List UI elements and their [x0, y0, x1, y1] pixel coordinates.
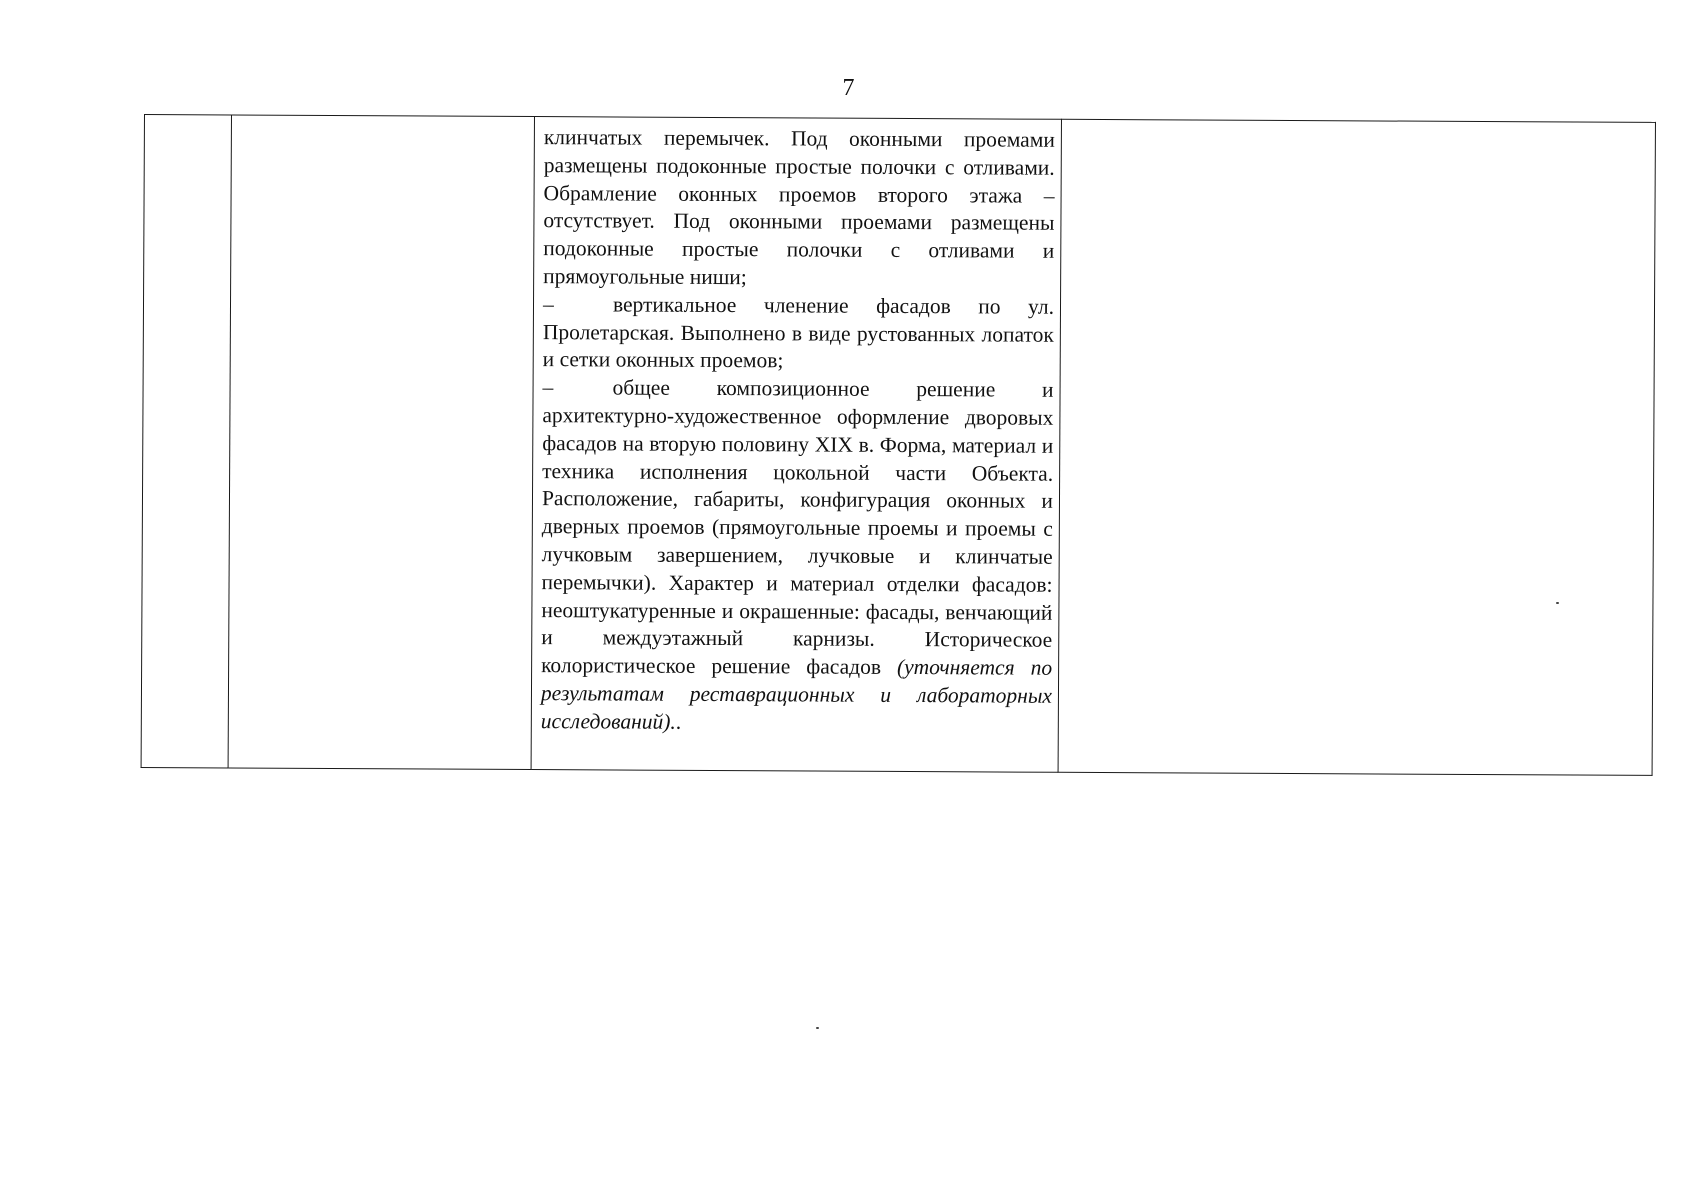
subject-paragraph-windows: клинчатых перемычек. Под оконными проемами размещены подоконные простые полочки с отливами. Обрамление оконных проемов второго этажа – отсутствует. Под оконными проемами размещены подоконные простые полочки с отливами и прямоугольные ниши; [543, 125, 1055, 290]
table-cell-name [228, 115, 534, 770]
scan-speck [816, 1027, 819, 1029]
subject-item-courtyard-facades-text: общее композиционное решение и архитектурно-художественное оформление дворовых фасадов на вторую половину XIX в. Форма, материал и техника исполнения цокольной части Объекта. Расположение, габариты, конфигурация оконных и дверных проемов (прямоугольные проемы и проемы с лучковым завершением, лучковые и клинчатые перемычки). Характер и материал отделки фасадов: неоштукатуренные и окрашенные: фасады, венчающий и междуэтажный карнизы. Историческое колористическое решение фасадов [541, 375, 1054, 680]
table-cell-number [141, 115, 231, 768]
list-dash: – [542, 375, 554, 400]
subject-item-vertical-division [543, 291, 1054, 377]
page-number: 7 [842, 75, 855, 101]
subject-description [532, 117, 1061, 742]
table-cell-notes [1058, 119, 1655, 775]
table-cell-name-text [232, 115, 534, 117]
subject-item-note: (уточняется по результатам реставрационных и лабораторных исследований). [540, 655, 1053, 734]
subject-item-tail: . [675, 709, 682, 734]
subject-item-vertical-division-text: вертикальное членение фасадов по ул. Пролетарская. Выполнено в виде рустованных лопаток и сетки оконных проемов; [542, 292, 1055, 373]
document-table [141, 114, 1656, 776]
table-row [141, 115, 1655, 776]
scan-speck [1556, 602, 1559, 604]
subject-item-courtyard-facades [541, 374, 1054, 738]
table-cell-notes-text [1062, 120, 1655, 123]
list-dash: – [542, 291, 554, 316]
table-cell-subject [531, 117, 1061, 773]
